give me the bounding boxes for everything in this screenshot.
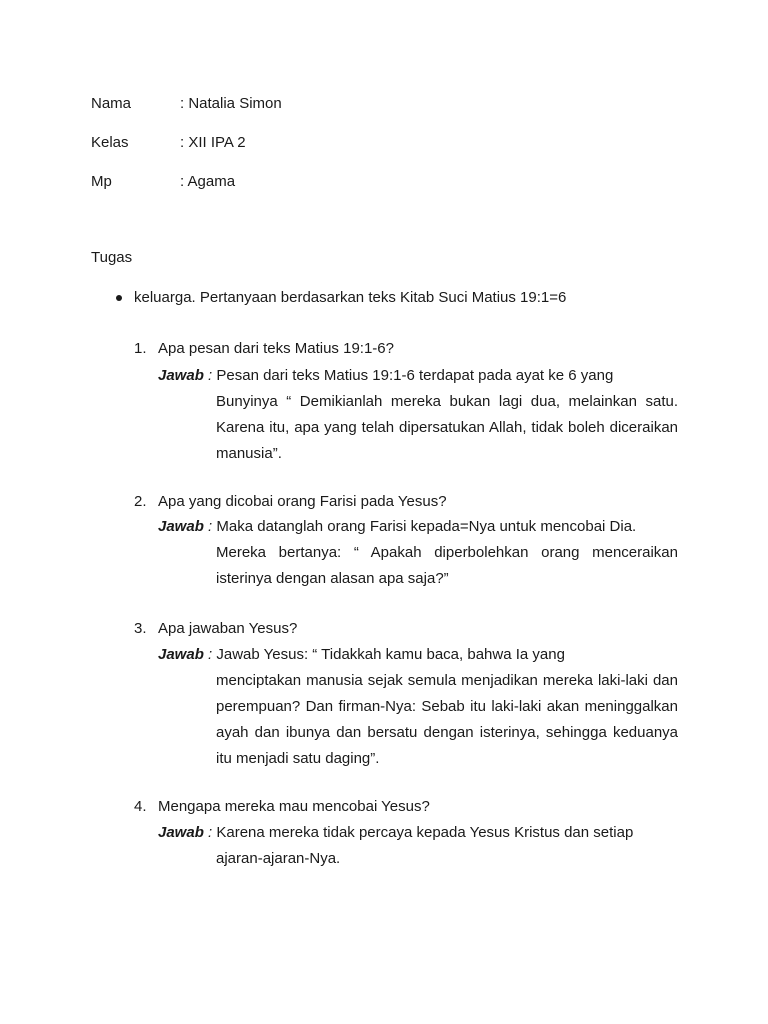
question-number: 3.: [134, 620, 147, 637]
question-text: Apa jawaban Yesus?: [158, 620, 298, 637]
kelas-label: Kelas: [91, 134, 129, 151]
jawab-label: Jawab: [158, 518, 204, 535]
jawab-label: Jawab: [158, 646, 204, 663]
mp-value: : Agama: [180, 173, 236, 190]
answer-block: Jawab : Jawab Yesus: “ Tidakkah kamu baca, bahwa Ia yang menciptakan manusia sejak semula menjadikan mereka laki-laki dan perempuan? Dan firman-Nya: Sebab itu laki-laki akan meninggalkan ayah dan ibunya dan bersatu dengan isterinya, sehingga keduanya itu menjadi satu daging”.: [158, 642, 678, 772]
answer-first-line: Maka datanglah orang Farisi kepada=Nya untuk mencobai Dia.: [216, 518, 637, 535]
question-text: Mengapa mereka mau mencobai Yesus?: [158, 798, 430, 815]
answer-block: Jawab : Pesan dari teks Matius 19:1-6 terdapat pada ayat ke 6 yang Bunyinya “ Demikianlah mereka bukan lagi dua, melainkan satu. Karena itu, apa yang telah dipersatukan Allah, tidak boleh diceraikan manusia”.: [158, 363, 678, 467]
answer-rest: Bunyinya “ Demikianlah mereka bukan lagi dua, melainkan satu. Karena itu, apa yang telah dipersatukan Allah, tidak boleh diceraikan manusia”.: [216, 393, 678, 462]
answer-rest: Mereka bertanya: “ Apakah diperbolehkan orang menceraikan isterinya dengan alasan apa saja?”: [216, 544, 678, 587]
answer-first-line: Jawab Yesus: “ Tidakkah kamu baca, bahwa Ia yang: [216, 646, 565, 663]
jawab-label: Jawab: [158, 824, 204, 841]
question-number: 1.: [134, 340, 147, 357]
kelas-value: : XII IPA 2: [180, 134, 246, 151]
question-text: Apa pesan dari teks Matius 19:1-6?: [158, 340, 394, 357]
jawab-label: Jawab: [158, 367, 204, 384]
question-text: Apa yang dicobai orang Farisi pada Yesus?: [158, 493, 447, 510]
answer-rest: ajaran-ajaran-Nya.: [216, 850, 341, 867]
answer-first-line: Pesan dari teks Matius 19:1-6 terdapat pada ayat ke 6 yang: [216, 367, 614, 384]
question-number: 4.: [134, 798, 147, 815]
bullet-icon: [116, 295, 122, 301]
nama-label: Nama: [91, 95, 132, 112]
nama-value: : Natalia Simon: [180, 95, 282, 112]
mp-label: Mp: [91, 173, 112, 190]
question-number: 2.: [134, 493, 147, 510]
tugas-title: Tugas: [91, 249, 133, 266]
answer-block: Jawab : Maka datanglah orang Farisi kepada=Nya untuk mencobai Dia. Mereka bertanya: “ Apakah diperbolehkan orang menceraikan isterinya dengan alasan apa saja?”: [158, 514, 678, 592]
answer-rest: menciptakan manusia sejak semula menjadikan mereka laki-laki dan perempuan? Dan firman-Nya: Sebab itu laki-laki akan meninggalkan ayah dan ibunya dan bersatu dengan isterinya, sehingga keduanya itu menjadi satu daging”.: [216, 672, 678, 767]
answer-block: Jawab : Karena mereka tidak percaya kepada Yesus Kristus dan setiap ajaran-ajaran-Nya.: [158, 820, 678, 872]
bullet-text: keluarga. Pertanyaan berdasarkan teks Kitab Suci Matius 19:1=6: [134, 289, 567, 306]
answer-first-line: Karena mereka tidak percaya kepada Yesus Kristus dan setiap: [216, 824, 634, 841]
